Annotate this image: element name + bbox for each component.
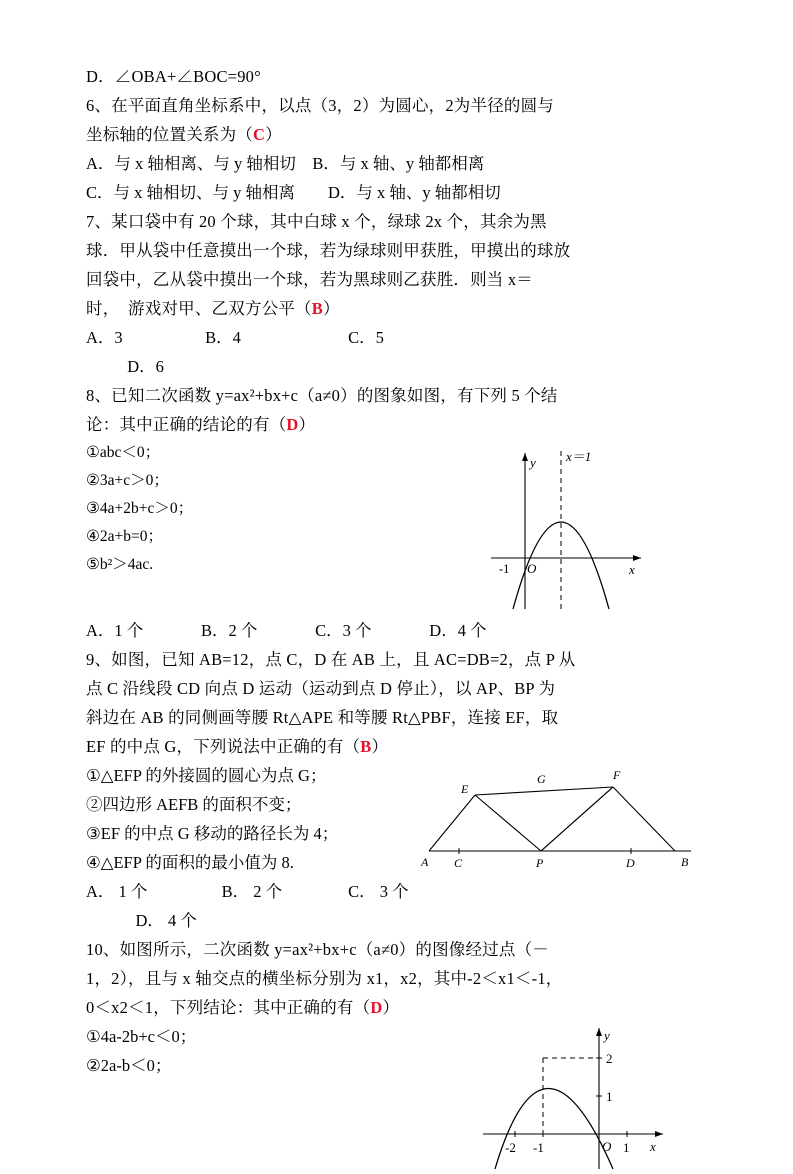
q8-options: A．1 个 B．2 个 C．3 个 D．4 个 <box>86 621 487 640</box>
q8-item-5: ⑤b²＞4ac. <box>86 556 154 573</box>
question-9 <box>86 645 709 935</box>
q6-stem-line1: 6、在平面直角坐标系中，以点（3，2）为圆心，2为半径的圆与 <box>86 96 554 115</box>
q8-dash-label: x＝1 <box>566 449 592 464</box>
q10-y-label: y <box>604 1028 610 1043</box>
q6-options-cd: C．与 x 轴相切、与 y 轴相离 D．与 x 轴、y 轴都相切 <box>86 183 501 202</box>
q9-label-E: E <box>461 782 469 796</box>
q9-label-D: D <box>626 856 635 870</box>
q8-neg1-label: -1 <box>499 562 510 576</box>
q9-stem-line1: 9、如图，已知 AB=12，点 C，D 在 AB 上，且 AC=DB=2，点 P 从 <box>86 650 576 669</box>
q8-item-2: ②3a+c＞0； <box>86 472 169 489</box>
q10-val-1: 1 <box>606 1089 613 1104</box>
q9-stem-line4 <box>86 732 709 761</box>
q9-options-abc: A． 1 个 B． 2 个 C． 3 个 <box>86 882 409 901</box>
q9-stem-line4-b: ） <box>371 737 389 756</box>
q10-stem-line3-b: ） <box>382 998 400 1017</box>
q8-item-4: ④2a+b=0； <box>86 528 164 545</box>
q6-stem-line2-a: 坐标轴的位置关系为（ <box>86 125 253 144</box>
question-10 <box>86 935 709 1169</box>
q9-item-2: ②四边形 AEFB 的面积不变； <box>86 795 302 814</box>
q7-stem-line4-a: 时， 游戏对甲、乙双方公平（ <box>86 299 312 318</box>
q10-item-2: ②2a-b＜0； <box>86 1056 172 1075</box>
q8-origin-label: O <box>527 561 537 576</box>
q9-label-B: B <box>681 855 689 869</box>
q7-option-d: D．6 <box>86 357 164 376</box>
q9-answer: B <box>360 737 372 756</box>
q7-stem-line3: 回袋中，乙从袋中摸出一个球，若为黑球则乙获胜．则当 x＝ <box>86 270 533 289</box>
q8-figure <box>483 441 703 616</box>
q10-stem-line3 <box>86 993 709 1022</box>
q8-stem-line2-a: 论：其中正确的结论的有（ <box>86 415 287 434</box>
q8-item-3: ③4a+2b+c＞0； <box>86 500 194 517</box>
q9-item-3: ③EF 的中点 G 移动的路径长为 4； <box>86 824 339 843</box>
q10-tick-neg1: -1 <box>533 1140 544 1155</box>
q8-stem-line1: 8、已知二次函数 y=ax²+bx+c（a≠0）的图象如图，有下列 5 个结 <box>86 386 558 405</box>
q10-tick-neg2: -2 <box>505 1140 516 1155</box>
q9-stem-line2: 点 C 沿线段 CD 向点 D 运动（运动到点 D 停止），以 AP、BP 为 <box>86 679 556 698</box>
q8-parabola-figure <box>483 441 703 616</box>
q10-origin-label: O <box>602 1139 612 1154</box>
q6-stem-line2 <box>86 120 709 149</box>
q10-stem-line1: 10、如图所示，二次函数 y=ax²+bx+c（a≠0）的图像经过点（－ <box>86 940 549 959</box>
q7-stem-line1: 7、某口袋中有 20 个球，其中白球 x 个，绿球 2x 个，其余为黑 <box>86 212 547 231</box>
question-8 <box>86 381 709 645</box>
q9-label-P: P <box>536 856 544 870</box>
q9-option-d: D． 4 个 <box>86 911 197 930</box>
q8-answer: D <box>286 415 299 434</box>
q10-x-label: x <box>650 1139 656 1154</box>
q8-x-label: x <box>629 562 635 577</box>
q9-label-C: C <box>454 856 463 870</box>
q9-stem-line4-a: EF 的中点 G，下列说法中正确的有（ <box>86 737 361 756</box>
q7-stem-line4-b: ） <box>322 299 340 318</box>
q9-label-A: A <box>421 855 429 869</box>
q10-stem-line3-a: 0＜x2＜1，下列结论：其中正确的有（ <box>86 998 371 1017</box>
q9-label-F: F <box>613 768 621 782</box>
q6-stem-line2-b: ） <box>265 125 282 144</box>
q9-item-1: ①△EFP 的外接圆的圆心为点 G； <box>86 766 327 785</box>
q9-figure <box>413 763 703 873</box>
q10-stem-line2: 1，2），且与 x 轴交点的横坐标分别为 x1，x2，其中-2＜x1＜-1， <box>86 969 563 988</box>
q7-stem-line4 <box>86 294 709 323</box>
q6-answer: C <box>253 125 266 144</box>
q6-options-ab: A．与 x 轴相离、与 y 轴相切 B．与 x 轴、y 轴都相离 <box>86 154 485 173</box>
q10-item-1: ①4a-2b+c＜0； <box>86 1027 197 1046</box>
q8-stem-line2 <box>86 410 709 439</box>
q8-stem-line2-b: ） <box>298 415 316 434</box>
q7-answer: B <box>311 299 323 318</box>
q9-stem-line3: 斜边在 AB 的同侧画等腰 Rt△APE 和等腰 Rt△PBF，连接 EF，取 <box>86 708 559 727</box>
q8-item-1: ①abc＜0； <box>86 444 161 461</box>
question-7 <box>86 207 709 381</box>
option-d-top: D．∠OBA+∠BOC=90° <box>86 67 261 86</box>
q8-y-label: y <box>530 455 536 470</box>
question-6 <box>86 91 709 207</box>
q9-triangles-figure <box>413 763 703 873</box>
q10-val-2: 2 <box>606 1051 613 1066</box>
q7-stem-line2: 球．甲从袋中任意摸出一个球，若为绿球则甲获胜，甲摸出的球放 <box>86 241 571 260</box>
q10-figure <box>473 1024 703 1169</box>
q10-tick-1: 1 <box>623 1140 630 1155</box>
q9-label-G: G <box>537 772 546 786</box>
q10-parabola-figure <box>473 1024 703 1169</box>
q10-answer: D <box>370 998 383 1017</box>
q9-item-4: ④△EFP 的面积的最小值为 8. <box>86 853 294 872</box>
q7-options-abc: A．3 B．4 C．5 <box>86 328 384 347</box>
